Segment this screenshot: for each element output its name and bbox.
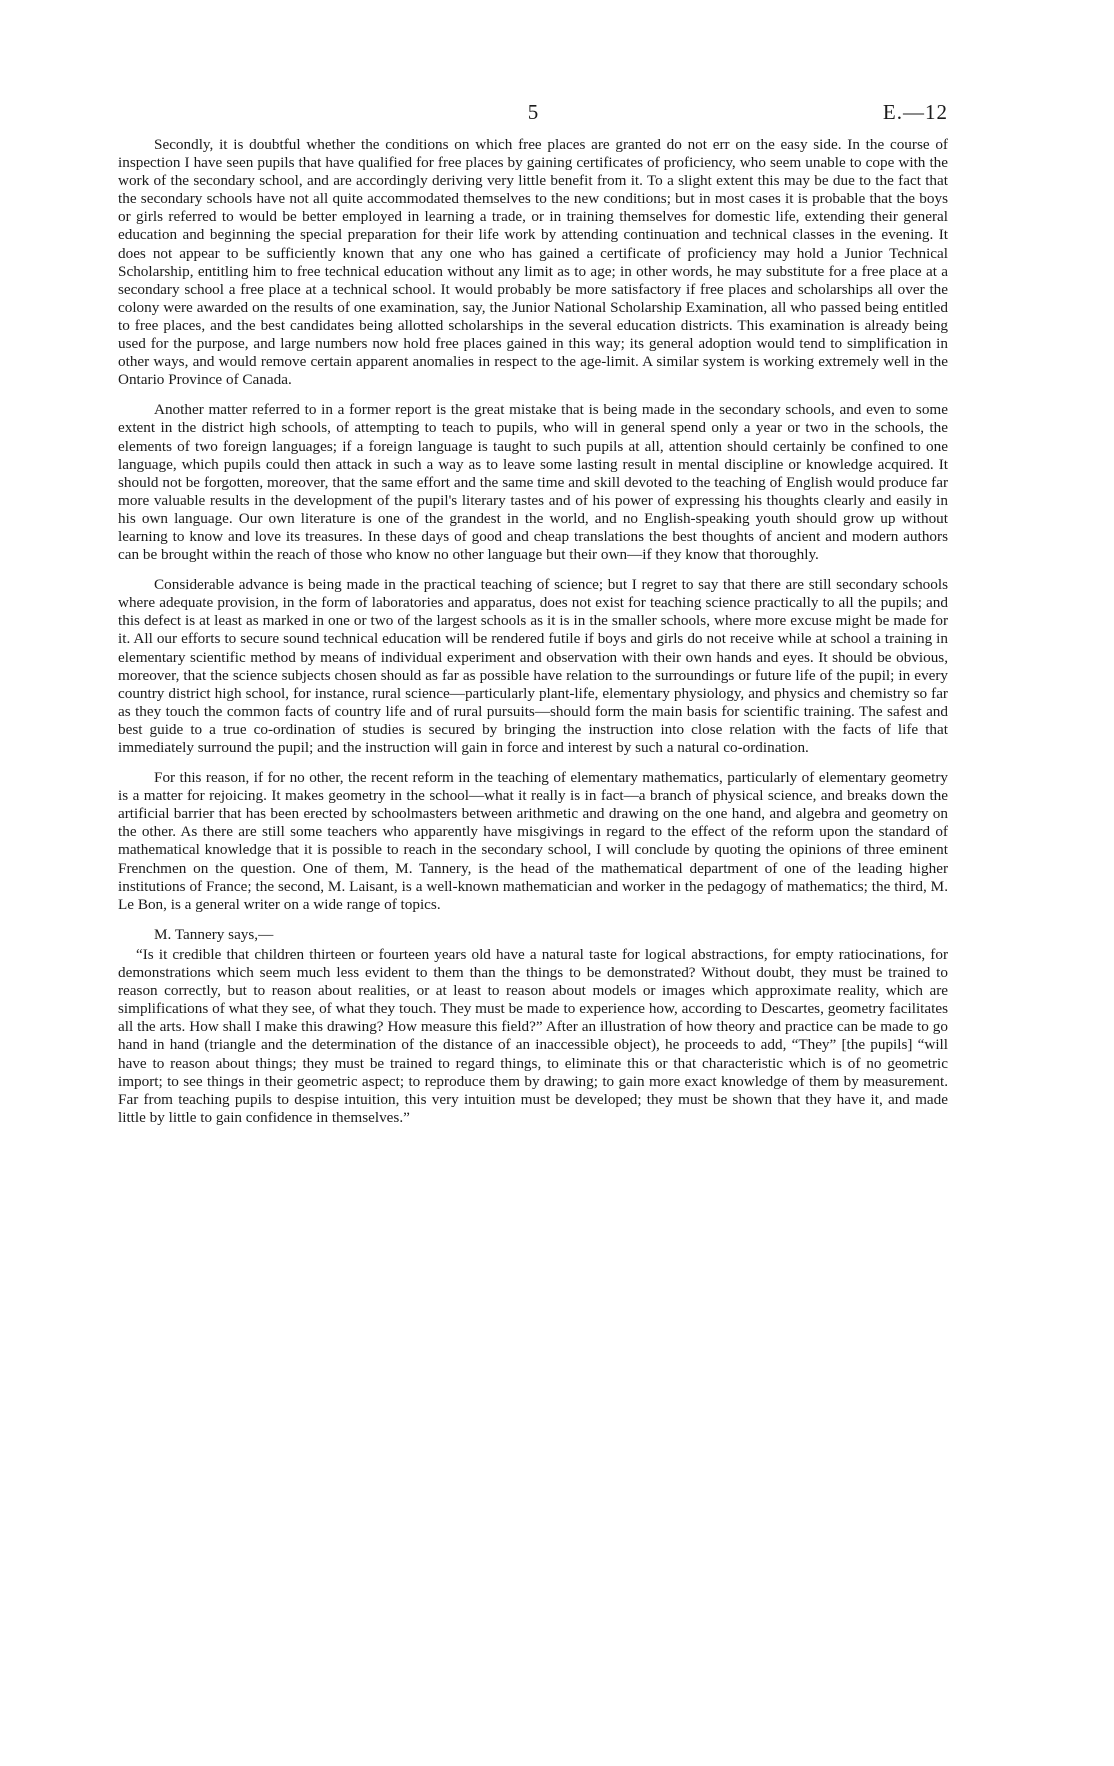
- body-text: [118, 136, 948, 1127]
- quote-introduction: M. Tannery says,—: [154, 925, 274, 943]
- document-page: [118, 100, 948, 1127]
- page-number: 5: [527, 100, 539, 124]
- paragraph-mathematics-reform: For this reason, if for no other, the recent reform in the teaching of elementary mathematics, particularly of elementary geometry is a matter for rejoicing. It makes geometry in the school—what it really is in fact—a branch of physical science, and breaks down the artificial barrier that has been erected by schoolmasters between arithmetic and drawing on the one hand, and algebra and geometry on the other. As there are still some teachers who apparently have misgivings in regard to the effect of the reform upon the standard of mathematical knowledge that it is possible to reach in the secondary school, I will conclude by quoting the opinions of three eminent Frenchmen on the question. One of them, M. Tannery, is the head of the mathematical department of one of the leading higher institutions of France; the second, M. Laisant, is a well-known mathematician and worker in the pedagogy of mathematics; the third, M. Le Bon, is a general writer on a wide range of topics.: [118, 769, 948, 913]
- document-series-number: E.—12: [882, 100, 948, 124]
- paragraph-foreign-languages: Another matter referred to in a former report is the great mistake that is being made in the secondary schools, and even to some extent in the district high schools, of attempting to teach to pupils, who will in general spend only a year or two in the schools, the elements of two foreign languages; if a foreign language is taught to such pupils at all, attention should certainly be confined to one language, which pupils could then attack in such a way as to leave some lasting result in mental discipline or knowledge acquired. It should not be forgotten, moreover, that the same effort and the same time and skill devoted to the teaching of English would produce far more valuable results in the development of the pupil's literary tastes and of his power of expressing his thoughts clearly and easily in his own language. Our own literature is one of the grandest in the world, and no English-speaking youth should grow up without learning to know and love its treasures. In these days of good and cheap translations the best thoughts of ancient and modern authors can be brought within the reach of those who know no other language but their own—if they know that thoroughly.: [118, 401, 948, 564]
- paragraph-free-places: Secondly, it is doubtful whether the conditions on which free places are granted do not err on the easy side. In the course of inspection I have seen pupils that have qualified for free places by gaining certificates of proficiency, who seem unable to cope with the work of the secondary school, and are accordingly deriving very little benefit from it. To a slight extent this may be due to the fact that the secondary schools have not all quite accommodated themselves to the new conditions; but in most cases it is probable that the boys or girls referred to would be better employed in learning a trade, or in training themselves for domestic life, extending their general education and beginning the special preparation for their life work by attending continuation and technical classes in the evening. It does not appear to be sufficiently known that any one who has gained a certificate of proficiency may hold a Junior Technical Scholarship, entitling him to free technical education without any limit as to age; in other words, he may substitute for a free place at a secondary school a free place at a technical school. It would probably be more satisfactory if free places and scholarships all over the colony were awarded on the results of one examination, say, the Junior National Scholarship Examination, all who passed being entitled to free places, and the best candidates being allotted scholarships in the several education districts. This examination is already being used for the purpose, and large numbers now hold free places gained in this way; its general adoption would tend to simplification in other ways, and would remove certain apparent anomalies in respect to the age-limit. A similar system is working extremely well in the Ontario Province of Canada.: [118, 136, 948, 389]
- tannery-quotation: “Is it credible that children thirteen or fourteen years old have a natural taste for logical abstractions, for empty ratiocinations, for demonstrations which seem much less evident to them than the things to be demonstrated? Without doubt, they must be trained to reason correctly, but to reason about realities, or at least to reason about models or images which approximate reality, which are simplifications of what they see, of what they touch. They must be made to experience how, according to Descartes, geometry facilitates all the arts. How shall I make this drawing? How measure this field?” After an illustration of how theory and practice can be made to go hand in hand (triangle and the determination of the distance of an inaccessible object), he proceeds to add, “They” [the pupils] “will have to reason about things; they must be trained to regard things, to eliminate this or that characteristic which is of no geometric import; to see things in their geometric aspect; to reproduce them by drawing; to gain more exact knowledge of them by measurement. Far from teaching pupils to despise intuition, this very intuition must be developed; they must be shown that they have it, and made little by little to gain confidence in themselves.”: [118, 945, 948, 1126]
- page-header: [118, 100, 948, 136]
- paragraph-science-teaching: Considerable advance is being made in the practical teaching of science; but I regret to say that there are still secondary schools where adequate provision, in the form of laboratories and apparatus, does not exist for teaching science practically to all the pupils; and this defect is at least as marked in one or two of the largest schools as it is in the smaller schools, where more excuse might be made for it. All our efforts to secure sound technical education will be rendered futile if boys and girls do not receive while at school a training in elementary scientific method by means of individual experiment and observation with their own hands and eyes. It should be obvious, moreover, that the science subjects chosen should as far as possible have relation to the surroundings or future life of the pupil; in every country district high school, for instance, rural science—particularly plant-life, elementary physiology, and physics and chemistry so far as they touch the common facts of country life and of rural pursuits—should form the main basis for scientific training. The safest and best guide to a true co-ordination of studies is secured by bringing the instruction into close relation with the facts of life that immediately surround the pupil; and the instruction will gain in force and interest by such a natural co-ordination.: [118, 576, 948, 756]
